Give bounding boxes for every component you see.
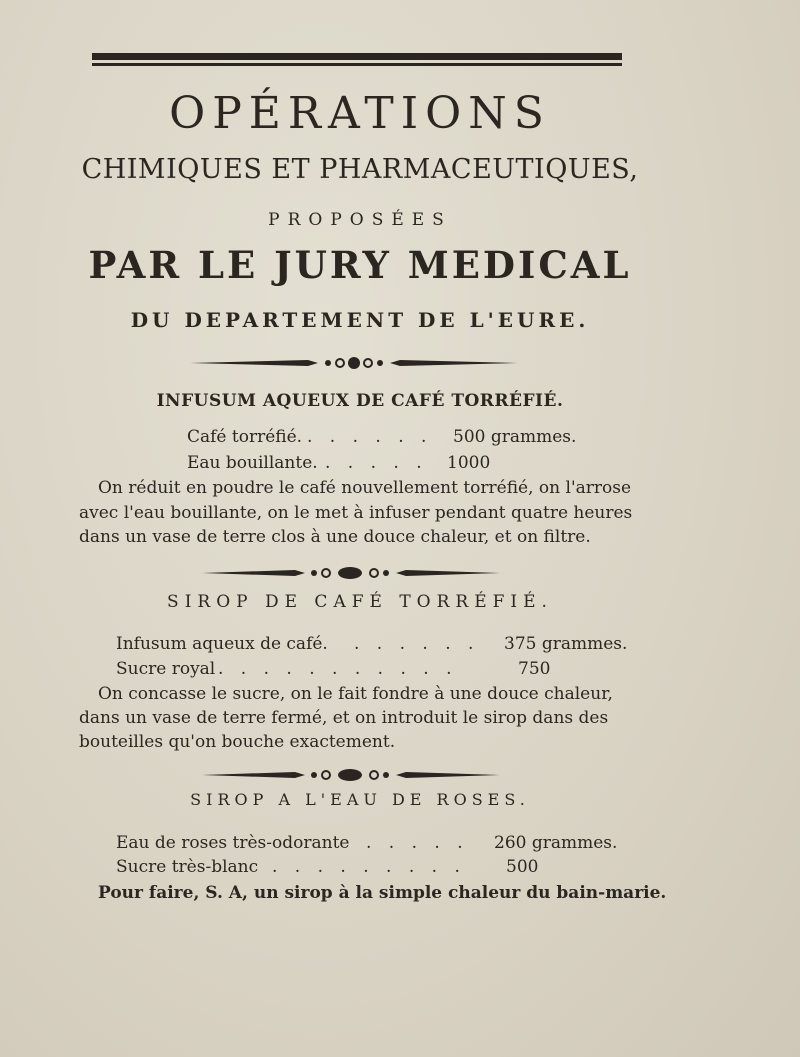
instruction-line: bouteilles qu'on bouche exactement. <box>79 732 396 752</box>
proposed-line: PROPOSÉES <box>268 210 452 230</box>
ingredient-row <box>116 833 618 853</box>
instruction-line: dans un vase de terre fermé, et on introduit le sirop dans des <box>79 708 609 728</box>
ingredient-row <box>116 659 551 679</box>
instruction-line: Pour faire, S. A, un sirop à la simple chaleur du bain-marie. <box>98 883 667 903</box>
leader-dots: . . . . . . <box>354 634 480 654</box>
instruction-line: avec l'eau bouillante, on le met à infuser pendant quatre heures <box>79 503 633 523</box>
page-title: OPÉRATIONS <box>169 88 551 139</box>
ingredient-name: Infusum aqueux de café. <box>116 634 328 654</box>
section-title: SIROP A L'EAU DE ROSES. <box>190 790 530 809</box>
ingredient-name: Eau de roses très-odorante <box>116 833 350 853</box>
ingredient-name: Eau bouillante. <box>187 453 318 473</box>
top-rule-thin <box>92 63 622 66</box>
leader-dots: . . . . . . . . . <box>272 857 466 877</box>
ornament-divider-3 <box>200 767 502 783</box>
ingredient-name: Café torréfié. <box>187 427 303 447</box>
department-line: DU DEPARTEMENT DE L'EURE. <box>130 308 590 332</box>
leader-dots: . . . . . . . . . . . <box>218 659 458 679</box>
ingredient-row <box>116 634 628 654</box>
section-title: SIROP DE CAFÉ TORRÉFIÉ. <box>167 592 553 612</box>
section-title: INFUSUM AQUEUX DE CAFÉ TORRÉFIÉ. <box>156 391 564 411</box>
ingredient-quantity: 500 grammes. <box>453 427 577 447</box>
ingredient-quantity: 500 <box>506 857 539 877</box>
top-double-rule <box>92 53 622 67</box>
ingredient-quantity: 260 grammes. <box>494 833 618 853</box>
leader-dots: . . . . . . <box>307 427 433 447</box>
page-subtitle: CHIMIQUES ET PHARMACEUTIQUES, <box>81 154 639 185</box>
leader-dots: . . . . . <box>325 453 428 473</box>
instruction-line: On concasse le sucre, on le fait fondre à une douce chaleur, <box>98 684 613 704</box>
instruction-line: On réduit en poudre le café nouvellement torréfié, on l'arrose <box>98 478 632 498</box>
top-rule-thick <box>92 53 622 60</box>
leader-dots: . . . . . <box>366 833 469 853</box>
ornament-divider-2 <box>200 565 502 581</box>
ingredient-quantity: 375 grammes. <box>504 634 628 654</box>
ingredient-quantity: 1000 <box>447 453 491 473</box>
ingredient-row <box>187 427 577 447</box>
instruction-line: dans un vase de terre clos à une douce chaleur, et on filtre. <box>79 527 591 547</box>
ingredient-name: Sucre très-blanc <box>116 857 259 877</box>
jury-line: PAR LE JURY MEDICAL <box>88 243 632 287</box>
ornament-divider-1 <box>188 355 520 371</box>
ingredient-row <box>116 857 539 877</box>
ingredient-quantity: 750 <box>518 659 551 679</box>
ingredient-row <box>187 453 491 473</box>
ingredient-name: Sucre royal <box>116 659 216 679</box>
